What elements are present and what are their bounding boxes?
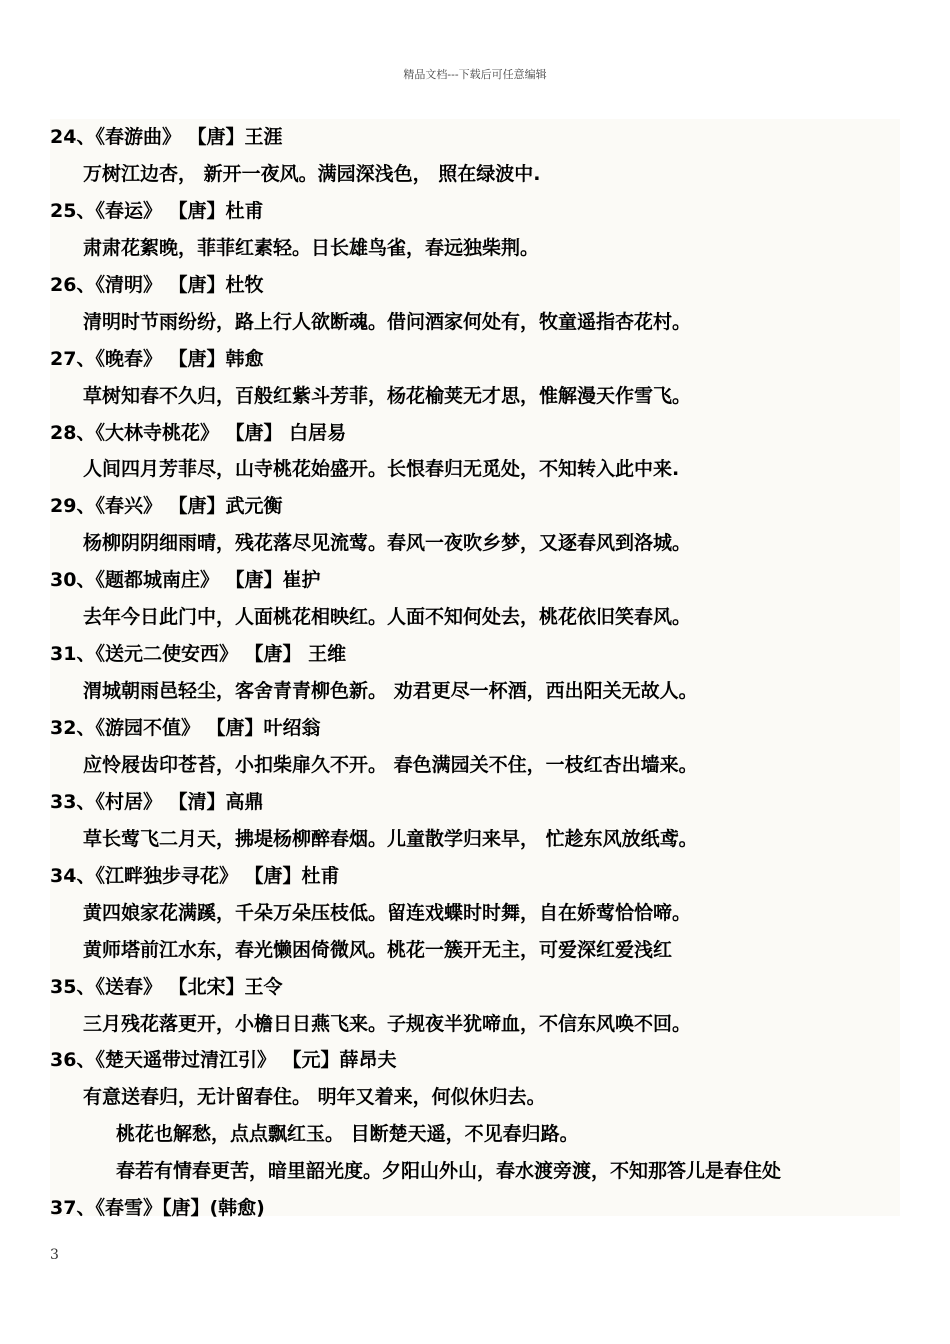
poem-verse: 黄师塔前江水东，春光懒困倚微风。桃花一簇开无主，可爱深红爱浅红 [83,938,673,961]
poem-title: 37、《春雪》【唐】(韩愈) [50,1197,265,1220]
poem-verse: 春若有情春更苦，暗里韶光度。夕阳山外山，春水渡旁渡，不知那答儿是春住处 [116,1160,782,1183]
poem-title: 24、《春游曲》 【唐】王涯 [50,126,283,148]
poem-verse: 草树知春不久归，百般红紫斗芳菲，杨花榆荚无才思，惟解漫天作雪飞。 [83,384,692,407]
poem-title: 28、《大林寺桃花》 【唐】 白居易 [50,421,347,444]
poem-verse: 杨柳阴阴细雨晴，残花落尽见流莺。春风一夜吹乡梦，又逐春风到洛城。 [83,532,692,555]
poem-title: 31、《送元二使安西》 【唐】 王维 [50,643,347,666]
poem-verse: 万树江边杏， 新开一夜风。满园深浅色， 照在绿波中. [83,162,541,185]
poem-list [50,119,900,1220]
poem-title: 32、《游园不值》 【唐】叶绍翁 [50,717,321,739]
poem-title: 29、《春兴》 【唐】武元衡 [50,495,283,518]
poem-verse: 有意送春归，无计留春住。 明年又着来，何似休归去。 [83,1086,546,1109]
poem-title: 34、《江畔独步寻花》 【唐】杜甫 [50,864,340,887]
poem-title: 33、《村居》 【清】高鼎 [50,790,264,813]
poem-title: 30、《题都城南庄》 【唐】崔护 [50,569,321,592]
poem-verse: 应怜屐齿印苍苔，小扣柴扉久不开。 春色满园关不住，一枝红杏出墙来。 [83,753,698,776]
poem-verse: 渭城朝雨邑轻尘，客舍青青柳色新。 劝君更尽一杯酒，西出阳关无故人。 [83,680,698,703]
poem-verse: 人间四月芳菲尽，山寺桃花始盛开。长恨春归无觅处，不知转入此中来. [83,458,680,481]
page-header: 精品文档---下载后可任意编辑 [403,68,547,81]
poem-title: 25、《春运》 【唐】杜甫 [50,199,264,222]
poem-verse: 黄四娘家花满蹊，千朵万朵压枝低。留连戏蝶时时舞，自在娇莺恰恰啼。 [83,901,692,924]
poem-title: 35、《送春》 【北宋】王令 [50,975,283,998]
poem-verse: 三月残花落更开，小檐日日燕飞来。子规夜半犹啼血，不信东风唤不回。 [83,1012,692,1035]
poem-verse: 桃花也解愁，点点飘红玉。 目断楚天遥，不见春归路。 [116,1123,579,1146]
poem-verse: 清明时节雨纷纷，路上行人欲断魂。借问酒家何处有，牧童遥指杏花村。 [83,310,692,333]
poem-verse: 草长莺飞二月天，拂堤杨柳醉春烟。儿童散学归来早， 忙趁东风放纸鸢。 [83,827,698,850]
page-number: 3 [50,1247,59,1263]
poem-verse: 去年今日此门中，人面桃花相映红。人面不知何处去，桃花依旧笑春风。 [83,606,692,629]
poem-title: 27、《晚春》 【唐】韩愈 [50,347,264,370]
poem-title: 36、《楚天遥带过清江引》 【元】薛昂夫 [50,1049,397,1072]
poem-title: 26、《清明》 【唐】杜牧 [50,273,264,296]
poem-verse: 肃肃花絮晚，菲菲红素轻。日长雄鸟雀，春远独柴荆。 [83,236,540,259]
